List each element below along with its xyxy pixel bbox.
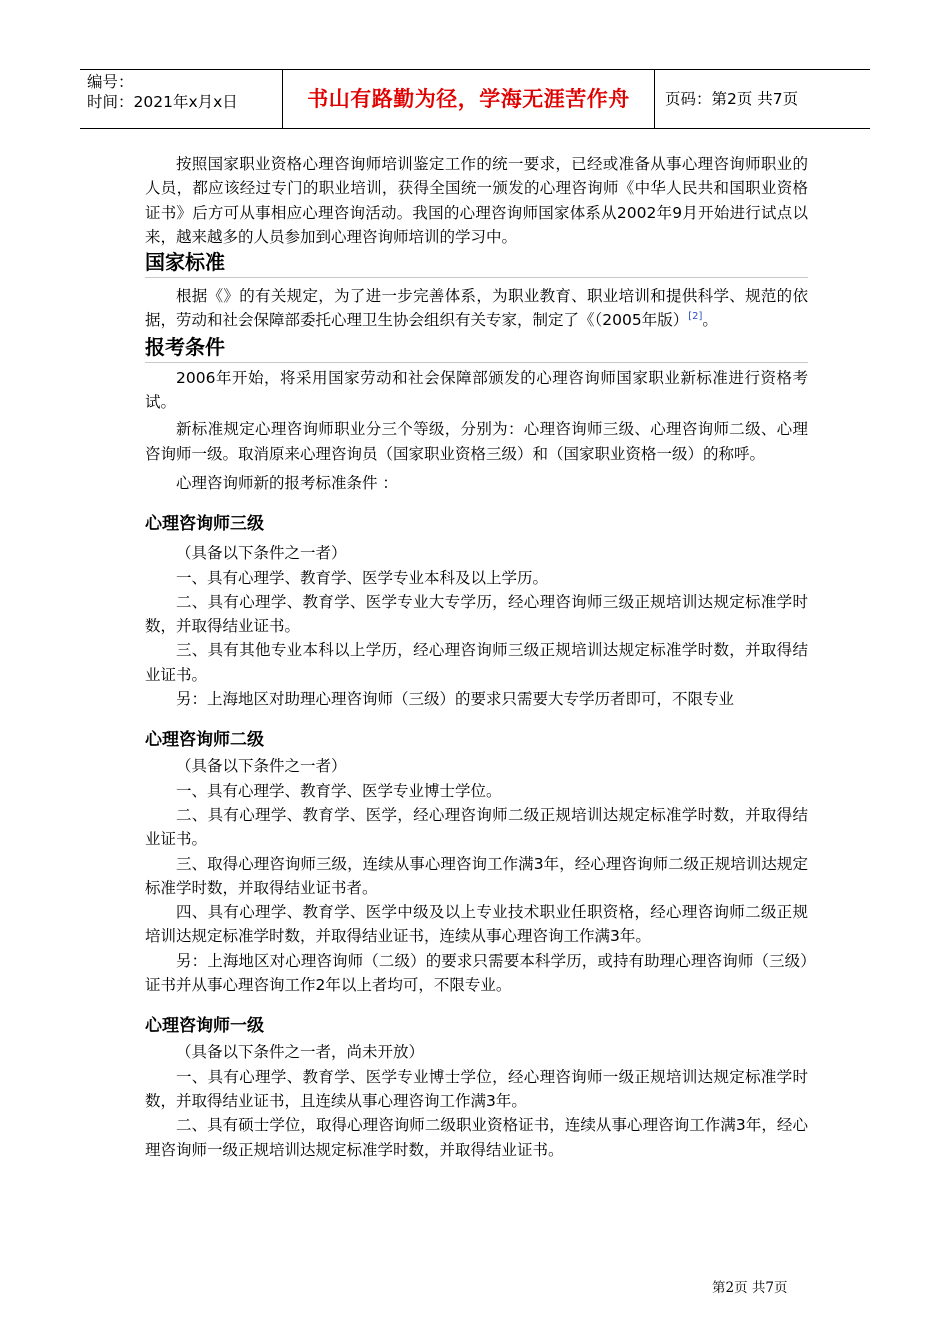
level2-item: （具备以下条件之一者）	[176, 757, 347, 776]
level2-item: 另：上海地区对心理咨询师（二级）的要求只需要本科学历，或持有助理心理咨询师（三级）证书并从事心理咨询工作2年以上者均可，不限专业。	[145, 951, 808, 995]
reference-link[interactable]: [2]	[688, 311, 703, 323]
level3-title: 心理咨询师三级	[145, 514, 264, 535]
level3-item: 另：上海地区对助理心理咨询师（三级）的要求只需要大专学历者即可，不限专业	[176, 690, 735, 709]
level1-title: 心理咨询师一级	[145, 1016, 264, 1037]
standard-paragraph	[145, 284, 808, 333]
section-title-standard: 国家标准	[145, 249, 808, 278]
time-label: 时间：2021年x月x日	[87, 93, 238, 111]
page-footer: 第2页 共7页	[712, 1280, 788, 1296]
conditions-paragraph: 心理咨询师新的报考标准条件 ：	[176, 473, 398, 492]
standard-text-end: 。	[702, 311, 718, 330]
conditions-paragraph: 新标准规定心理咨询师职业分三个等级，分别为：心理咨询师三级、心理咨询师二级、心理咨询师一级。取消原来心理咨询员（国家职业资格三级）和（国家职业资格一级）的称呼。	[145, 420, 808, 463]
level1-item: 一、具有心理学、教育学、医学专业博士学位，经心理咨询师一级正规培训达规定标准学时数，并取得结业证书，且连续从事心理咨询工作满3年。	[145, 1067, 808, 1110]
level2-title: 心理咨询师二级	[145, 730, 264, 751]
level3-item: （具备以下条件之一者）	[176, 544, 347, 563]
intro-paragraph: 按照国家职业资格心理咨询师培训鉴定工作的统一要求，已经或准备从事心理咨询师职业的人员，都应该经过专门的职业培训，获得全国统一颁发的心理咨询师《中华人民共和国职业资格证书》后方可从事相应心理咨询活动。我国的心理咨询师国家体系从2002年9月开始进行试点以来，越来越多的人员参加到心理咨询师培训的学习中。	[145, 155, 808, 246]
level2-item: 四、具有心理学、教育学、医学中级及以上专业技术职业任职资格，经心理咨询师二级正规培训达规定标准学时数，并取得结业证书，连续从事心理咨询工作满3年。	[145, 903, 808, 946]
level2-item: 二、具有心理学、教育学、医学，经心理咨询师二级正规培训达规定标准学时数，并取得结业证书。	[145, 805, 808, 849]
level3-item: 一、具有心理学、教育学、医学专业本科及以上学历。	[176, 568, 549, 587]
level2-item: 一、具有心理学、教育学、医学专业博士学位。	[176, 781, 502, 800]
document-body	[145, 152, 808, 1162]
header-page-label: 页码：第2页 共7页	[665, 90, 799, 108]
section-title-conditions: 报考条件	[145, 334, 808, 363]
level1-item: （具备以下条件之一者，尚未开放）	[176, 1043, 425, 1062]
number-label: 编号：	[87, 73, 134, 91]
level3-item: 二、具有心理学、教育学、医学专业大专学历，经心理咨询师三级正规培训达规定标准学时数，并取得结业证书。	[145, 592, 808, 636]
header-meta	[80, 70, 283, 128]
page-header	[80, 69, 870, 129]
standard-text: 根据《》的有关规定，为了进一步完善体系，为职业教育、职业培训和提供科学、规范的依据，劳动和社会保障部委托心理卫生协会组织有关专家，制定了《（2005年版）	[145, 287, 808, 330]
header-motto: 书山有路勤为径，学海无涯苦作舟	[283, 70, 655, 128]
conditions-paragraph: 2006年开始，将采用国家劳动和社会保障部颁发的心理咨询师国家职业新标准进行资格考试。	[145, 368, 808, 412]
level3-item: 三、具有其他专业本科以上学历，经心理咨询师三级正规培训达规定标准学时数，并取得结业证书。	[145, 641, 808, 684]
level2-item: 三、取得心理咨询师三级，连续从事心理咨询工作满3年，经心理咨询师二级正规培训达规定标准学时数，并取得结业证书者。	[145, 854, 808, 897]
level1-item: 二、具有硕士学位，取得心理咨询师二级职业资格证书，连续从事心理咨询工作满3年，经心理咨询师一级正规培训达规定标准学时数，并取得结业证书。	[145, 1116, 808, 1159]
